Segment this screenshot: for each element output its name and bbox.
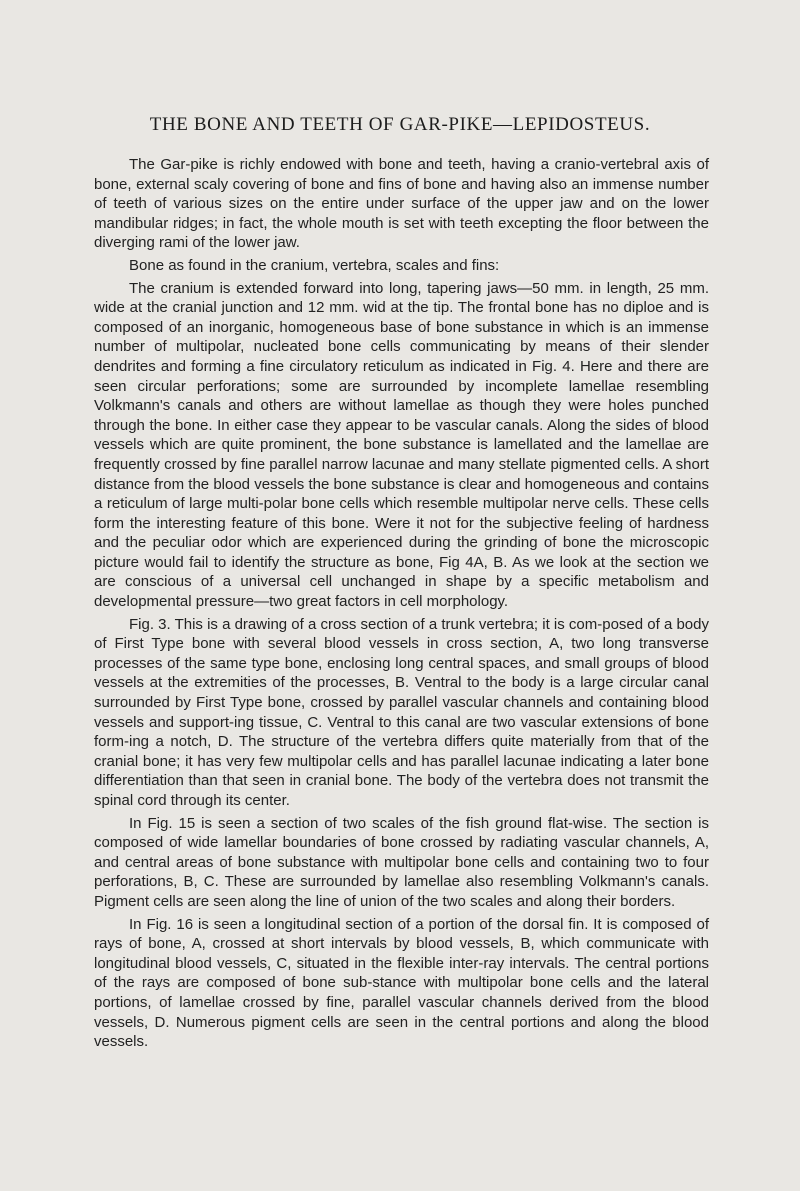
paragraph-fig-3: Fig. 3. This is a drawing of a cross section of a trunk vertebra; it is com-posed of a body of First Type bone with several blood vessels in cross section, A, two long transverse processes of the same type bone, enclosing long central spaces, and small groups of blood vessels at the extremities of the processes, B. Ventral to the body is a large circular canal surrounded by First Type bone, crossed by parallel vascular channels and containing blood vessels and support-ing tissue, C. Ventral to this canal are two vascular extensions of bone form-ing a notch, D. The structure of the vertebra differs quite materially from that of the cranial bone; it has very few multipolar cells and has parallel lacunae indicating a later bone differentiation than that seen in cranial bone. The body of the vertebra does not transmit the spinal cord through its center. <box>94 615 709 809</box>
paragraph-fig-16: In Fig. 16 is seen a longitudinal section of a portion of the dorsal fin. It is composed of rays of bone, A, crossed at short intervals by blood vessels, B, which communicate with longitudinal blood vessels, C, situated in the flexible inter-ray intervals. The central portions of the rays are composed of bone sub-stance with multipolar bone cells and the lateral portions, of lamellae crossed by fine, parallel vascular channels derived from the blood vessels, D. Numerous pigment cells are seen in the central portions and along the blood vessels. <box>94 915 709 1051</box>
paragraph-cranium: The cranium is extended forward into long, tapering jaws—50 mm. in length, 25 mm. wide at the cranial junction and 12 mm. wid at the tip. The frontal bone has no diploe and is composed of an inorganic, homogeneous base of bone substance in which is an immense number of multipolar, nucleated bone cells communicating by means of their slender dendrites and forming a fine circulatory reticulum as indicated in Fig. 4. Here and there are seen circular perforations; some are surrounded by incomplete lamellae resembling Volkmann's canals and others are without lamellae as though they were holes punched through the bone. In either case they appear to be vascular canals. Along the sides of blood vessels which are quite prominent, the bone substance is lamellated and the lamellae are frequently crossed by fine parallel narrow lacunae and many stellate pigmented cells. A short distance from the blood vessels the bone substance is clear and homogeneous and contains a reticulum of large multi-polar bone cells which resemble multipolar nerve cells. These cells form the interesting feature of this bone. Were it not for the subjective feeling of hardness and the peculiar odor which are experienced during the grinding of bone the microscopic picture would fail to identify the structure as bone, Fig 4A, B. As we look at the section we are conscious of a universal cell unchanged in shape by a specific metabolism and developmental pressure—two great factors in cell morphology. <box>94 279 709 611</box>
page-title: THE BONE AND TEETH OF GAR-PIKE—LEPIDOSTEUS. <box>149 114 651 135</box>
paragraph-intro: The Gar-pike is richly endowed with bone and teeth, having a cranio-vertebral axis of bone, external scaly covering of bone and fins of bone and having also an immense number of teeth of various sizes on the entire under surface of the upper jaw and on the lower mandibular ridges; in fact, the whole mouth is set with teeth excepting the floor between the diverging rami of the lower jaw. <box>94 156 709 252</box>
paragraph-bone-found: Bone as found in the cranium, vertebra, scales and fins: <box>129 256 500 274</box>
body-text <box>94 155 709 1055</box>
paragraph-fig-15: In Fig. 15 is seen a section of two scales of the fish ground flat-wise. The section is composed of wide lamellar boundaries of bone crossed by radiating vascular channels, A, and central areas of bone substance with multipolar bone cells and containing two to four perforations, B, C. These are surrounded by lamellae also resembling Volkmann's canals. Pigment cells are seen along the line of union of the two scales and along their borders. <box>94 814 709 910</box>
